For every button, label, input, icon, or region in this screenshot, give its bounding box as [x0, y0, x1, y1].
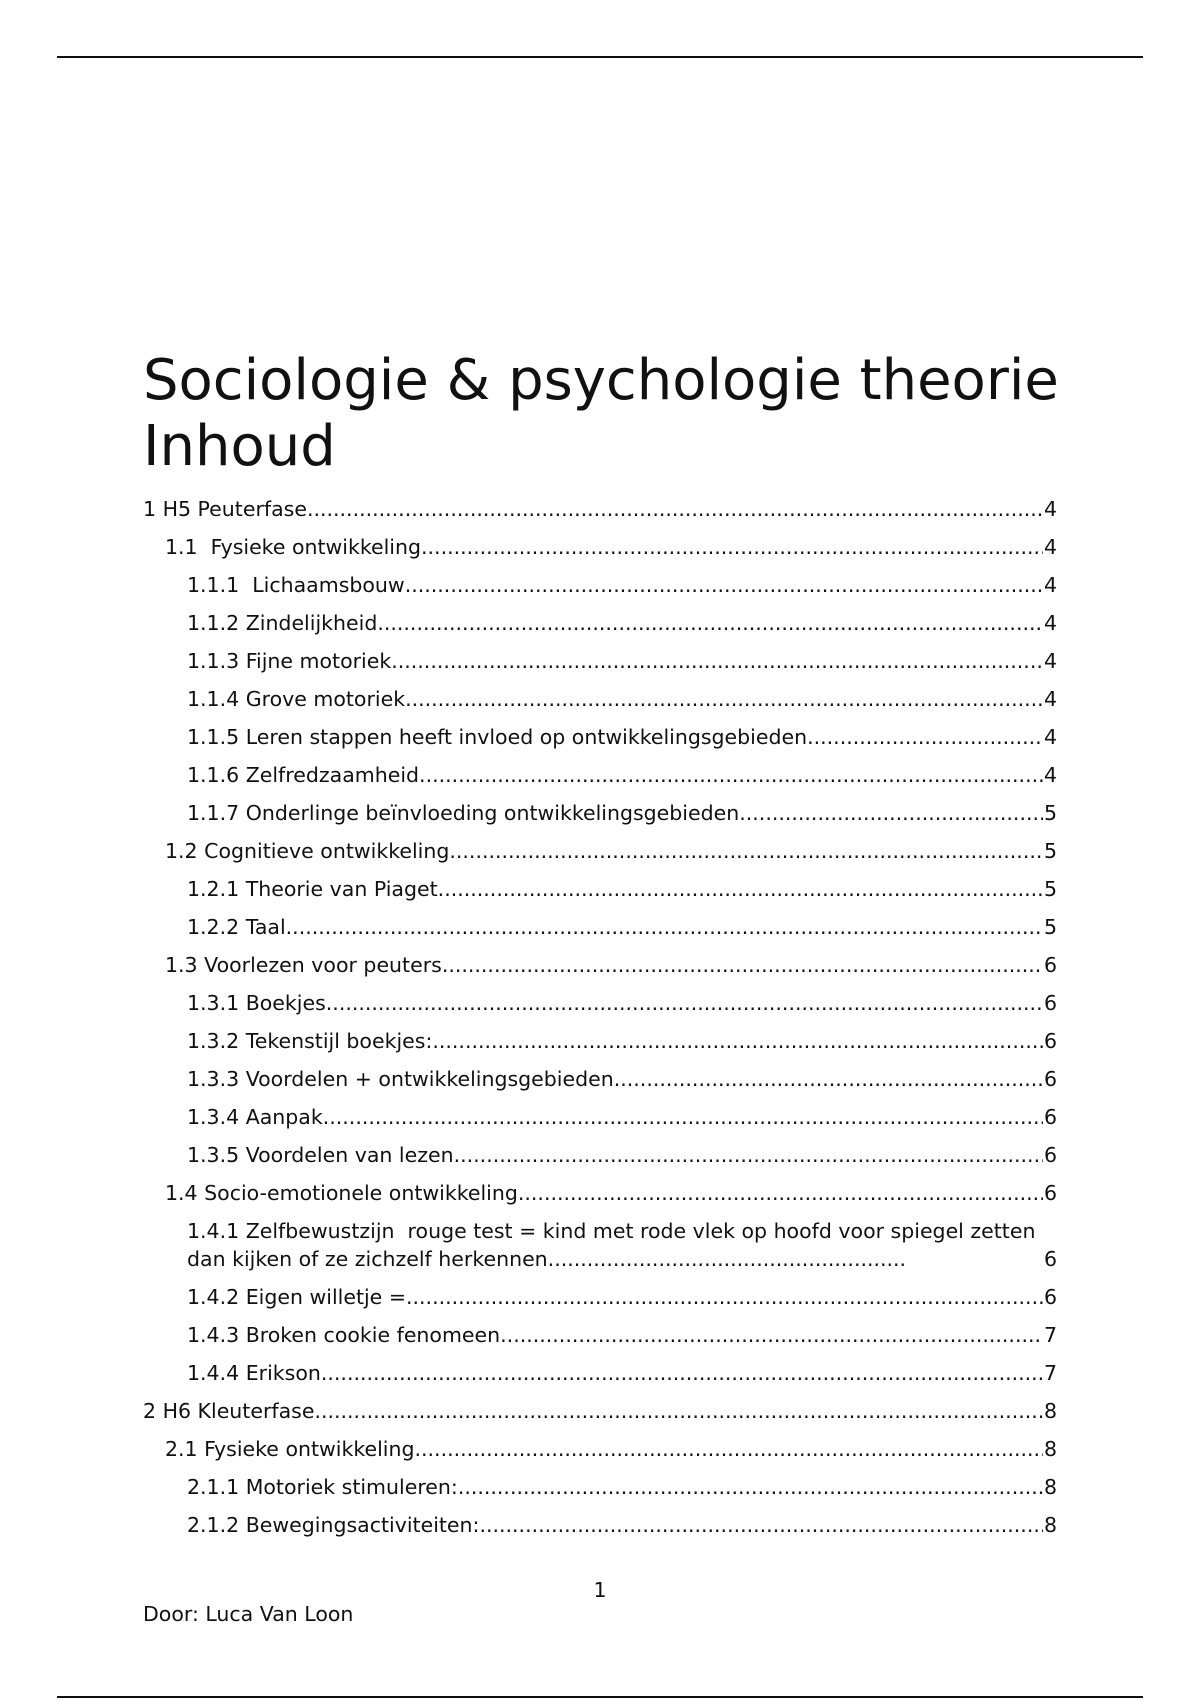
toc-entry-number: 2.1.1 — [187, 1475, 240, 1499]
toc-entry-page: 4 — [1043, 687, 1057, 711]
toc-leader-dots — [326, 989, 1043, 1017]
toc-entry-label: Onderlinge beïnvloeding ontwikkelingsgebieden — [245, 801, 740, 825]
toc-entry-label: Fijne motoriek — [245, 649, 392, 673]
toc-entry-label: Cognitieve ontwikkeling — [204, 839, 450, 863]
toc-leader-dots — [415, 1435, 1043, 1463]
document-title — [143, 348, 1059, 480]
toc-entry-text — [187, 685, 405, 713]
toc-entry-page: 4 — [1043, 497, 1057, 521]
toc-entry-page: 4 — [1043, 725, 1057, 749]
toc-entry-label: Eigen willetje = — [245, 1285, 406, 1309]
toc-entry-text — [165, 1435, 415, 1463]
toc-entry-text — [187, 609, 377, 637]
toc-entry-number: 1.3.3 — [187, 1067, 240, 1091]
toc-entry-number: 1.4.1 — [187, 1219, 240, 1243]
toc-entry-label: Tekenstijl boekjes: — [245, 1029, 433, 1053]
toc-entry-number: 2.1 — [165, 1437, 198, 1461]
toc-leader-dots — [739, 799, 1043, 827]
toc-entry-label: Voordelen + ontwikkelingsgebieden — [245, 1067, 614, 1091]
toc-entry-label: H5 Peuterfase — [162, 497, 307, 521]
toc-leader-dots — [500, 1321, 1043, 1349]
toc-entry-label: Theorie van Piaget — [245, 877, 438, 901]
toc-entry[interactable] — [143, 1391, 1057, 1429]
toc-entry-text — [187, 571, 405, 599]
toc-entry-page: 8 — [1043, 1475, 1057, 1499]
toc-entry-text — [187, 1511, 479, 1539]
toc-entry-label: H6 Kleuterfase — [162, 1399, 315, 1423]
toc-entry-label: Voordelen van lezen — [245, 1143, 454, 1167]
toc-entry-label: Zelfredzaamheid — [245, 763, 420, 787]
toc-entry-number: 1.3.4 — [187, 1105, 240, 1129]
toc-entry-label: Erikson — [245, 1361, 321, 1385]
toc-entry-number: 1.1.6 — [187, 763, 240, 787]
toc-leader-dots — [518, 1179, 1043, 1207]
toc-entry-label: Fysieke ontwikkeling — [204, 1437, 415, 1461]
toc-entry[interactable] — [143, 641, 1057, 679]
toc-entry-text — [165, 1179, 518, 1207]
toc-entry-page: 6 — [1043, 1181, 1057, 1205]
toc-entry[interactable] — [143, 1059, 1057, 1097]
toc-entry[interactable] — [143, 907, 1057, 945]
toc-entry[interactable] — [143, 679, 1057, 717]
toc-entry-page: 4 — [1043, 535, 1057, 559]
toc-entry[interactable] — [143, 1021, 1057, 1059]
toc-entry[interactable] — [143, 1353, 1057, 1391]
toc-entry[interactable] — [143, 1097, 1057, 1135]
toc-entry-label: Grove motoriek — [245, 687, 406, 711]
header-rule — [57, 56, 1143, 58]
toc-entry-number: 1.4.4 — [187, 1361, 240, 1385]
toc-entry-page: 6 — [1043, 1105, 1057, 1129]
toc-leader-dots — [377, 609, 1043, 637]
toc-entry-number: 1.2.2 — [187, 915, 240, 939]
toc-entry-text — [187, 723, 807, 751]
toc-entry-page: 8 — [1043, 1513, 1057, 1537]
toc-leader-dots — [323, 1103, 1043, 1131]
toc-leader-dots — [314, 1397, 1043, 1425]
toc-entry-label: Voorlezen voor peuters — [204, 953, 442, 977]
author-line: Door: Luca Van Loon — [143, 1602, 354, 1626]
toc-entry-number: 1.1.1 — [187, 573, 240, 597]
toc-leader-dots — [419, 761, 1043, 789]
toc-leader-dots — [406, 1283, 1043, 1311]
toc-leader-dots — [807, 723, 1043, 751]
toc-entry-label: Bewegingsactiviteiten: — [245, 1513, 480, 1537]
toc-leader-dots — [458, 1473, 1043, 1501]
toc-entry[interactable] — [143, 1467, 1057, 1505]
toc-entry-label: Motoriek stimuleren: — [245, 1475, 458, 1499]
page-number: 1 — [593, 1578, 607, 1602]
toc-heading: Inhoud — [143, 414, 336, 479]
toc-entry-label: Leren stappen heeft invloed op ontwikkelingsgebieden — [245, 725, 808, 749]
toc-entry-text — [165, 533, 421, 561]
toc-entry[interactable] — [143, 1211, 1057, 1277]
toc-entry-number: 1.1.2 — [187, 611, 240, 635]
toc-leader-dots — [421, 533, 1043, 561]
toc-entry-page: 5 — [1043, 915, 1057, 939]
toc-entry-label: Zelfbewustzijn rouge test = kind met rode vlek op hoofd voor spiegel zetten dan kijken of ze zichzelf herkennen — [187, 1219, 1042, 1271]
toc-leader-dots — [442, 951, 1043, 979]
toc-entry[interactable] — [143, 1277, 1057, 1315]
footer-rule — [57, 1696, 1143, 1698]
toc-entry-text — [187, 647, 391, 675]
toc-entry[interactable] — [143, 1315, 1057, 1353]
toc-entry-number: 1.1.7 — [187, 801, 240, 825]
toc-entry-number: 1.2 — [165, 839, 198, 863]
toc-entry[interactable] — [143, 489, 1057, 527]
toc-entry-text — [187, 1283, 406, 1311]
toc-entry-number: 1.2.1 — [187, 877, 240, 901]
toc-leader-dots — [307, 495, 1043, 523]
toc-entry-label: Lichaamsbouw — [245, 573, 405, 597]
toc-leader-dots — [454, 1141, 1043, 1169]
toc-entry-page: 5 — [1043, 801, 1057, 825]
toc-entry[interactable] — [143, 1505, 1057, 1543]
toc-entry-text — [187, 799, 739, 827]
toc-entry[interactable] — [143, 1173, 1057, 1211]
toc-entry-number: 1.3.5 — [187, 1143, 240, 1167]
toc-entry-text — [187, 761, 419, 789]
toc-entry-page: 7 — [1043, 1323, 1057, 1347]
toc-entry-page: 4 — [1043, 763, 1057, 787]
table-of-contents — [143, 489, 1057, 1543]
toc-entry-page: 5 — [1043, 877, 1057, 901]
toc-leader-dots — [321, 1359, 1043, 1387]
toc-leader-dots — [614, 1065, 1043, 1093]
toc-leader-dots — [479, 1511, 1043, 1539]
document-title-line-1: Sociologie & psychologie theorie — [143, 348, 1059, 413]
toc-entry-page: 6 — [1043, 953, 1057, 977]
toc-entry-number: 1.1.5 — [187, 725, 240, 749]
toc-leader-dots — [432, 1027, 1043, 1055]
toc-entry[interactable] — [143, 869, 1057, 907]
toc-entry-text — [187, 1065, 614, 1093]
toc-entry-label: Boekjes — [245, 991, 326, 1015]
toc-entry-page: 6 — [1043, 1247, 1057, 1271]
toc-entry[interactable] — [143, 793, 1057, 831]
toc-entry-text — [165, 837, 449, 865]
toc-entry-number: 1.1 — [165, 535, 198, 559]
toc-entry-text — [187, 989, 326, 1017]
toc-entry-number: 1.1.4 — [187, 687, 240, 711]
toc-entry[interactable] — [143, 755, 1057, 793]
toc-entry-page: 6 — [1043, 1143, 1057, 1167]
toc-entry-label: Socio-emotionele ontwikkeling — [204, 1181, 518, 1205]
toc-entry[interactable] — [143, 831, 1057, 869]
toc-entry[interactable] — [143, 717, 1057, 755]
toc-leader-dots — [405, 685, 1043, 713]
toc-entry-page: 5 — [1043, 839, 1057, 863]
toc-entry-page: 6 — [1043, 1285, 1057, 1309]
toc-entry-label: Taal — [245, 915, 286, 939]
toc-entry-page: 4 — [1043, 573, 1057, 597]
toc-entry-label: Aanpak — [245, 1105, 323, 1129]
toc-entry-number: 1.1.3 — [187, 649, 240, 673]
toc-entry-page: 6 — [1043, 1067, 1057, 1091]
toc-leader-dots — [438, 875, 1043, 903]
toc-entry-number: 2 — [143, 1399, 157, 1423]
toc-entry-page: 6 — [1043, 991, 1057, 1015]
toc-entry-text — [187, 1027, 432, 1055]
toc-entry-text — [165, 951, 442, 979]
toc-leader-dots — [286, 913, 1043, 941]
toc-entry-text — [187, 875, 438, 903]
toc-entry-label: Zindelijkheid — [245, 611, 378, 635]
toc-entry[interactable] — [143, 565, 1057, 603]
toc-entry-text — [187, 913, 286, 941]
toc-entry-page: 6 — [1043, 1029, 1057, 1053]
toc-entry-number: 1.4.2 — [187, 1285, 240, 1309]
toc-entry-text — [187, 1103, 323, 1131]
toc-entry-text — [187, 1359, 321, 1387]
toc-entry-page: 7 — [1043, 1361, 1057, 1385]
toc-entry-number: 2.1.2 — [187, 1513, 240, 1537]
toc-entry[interactable] — [143, 1429, 1057, 1467]
toc-entry-text — [187, 1473, 458, 1501]
toc-leader-dots — [449, 837, 1043, 865]
toc-leader-dots — [405, 571, 1043, 599]
toc-leader-dots — [548, 1245, 906, 1273]
toc-entry-page: 8 — [1043, 1399, 1057, 1423]
toc-entry[interactable] — [143, 945, 1057, 983]
toc-entry-number: 1.4 — [165, 1181, 198, 1205]
toc-entry-text — [143, 495, 307, 523]
toc-entry-number: 1 — [143, 497, 157, 521]
toc-entry-label: Broken cookie fenomeen — [245, 1323, 501, 1347]
toc-entry-number: 1.4.3 — [187, 1323, 240, 1347]
toc-entry[interactable] — [143, 527, 1057, 565]
toc-leader-dots — [391, 647, 1043, 675]
toc-entry-text — [187, 1217, 1043, 1273]
toc-entry-text — [187, 1321, 500, 1349]
toc-entry[interactable] — [143, 1135, 1057, 1173]
toc-entry-number: 1.3 — [165, 953, 198, 977]
toc-entry-page: 4 — [1043, 611, 1057, 635]
toc-entry-page: 8 — [1043, 1437, 1057, 1461]
toc-entry-number: 1.3.2 — [187, 1029, 240, 1053]
toc-entry[interactable] — [143, 603, 1057, 641]
toc-entry-number: 1.3.1 — [187, 991, 240, 1015]
toc-entry-text — [187, 1141, 454, 1169]
toc-entry-label: Fysieke ontwikkeling — [204, 535, 422, 559]
toc-entry-text — [143, 1397, 314, 1425]
toc-entry-page: 4 — [1043, 649, 1057, 673]
toc-entry[interactable] — [143, 983, 1057, 1021]
